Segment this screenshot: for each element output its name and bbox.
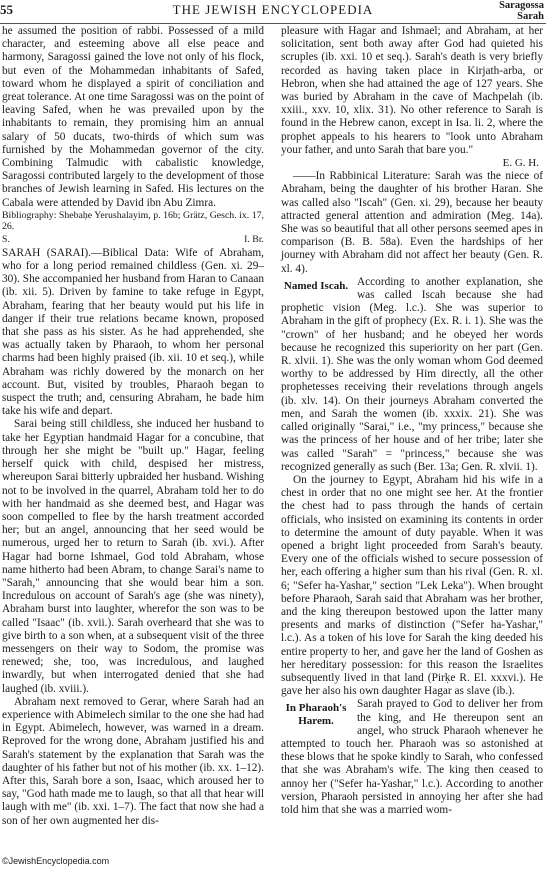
signature-row bbox=[2, 234, 264, 245]
paragraph: pleasure with Hagar and Ishmael; and Abraham, at her solicitation, sent both away after God had quieted his scruples (ib. xxi. 10 et seq.). Sarah's death is very briefly recorded as having taken place in Kirjath-arba, or Hebron, when she had attained the age of 127 years. She was buried by Abraham in the cave of Machpelah (ib. xxiii., xxv. 10, xlix. 31). No other reference to Sarah is found in the Hebrew canon, except in Isa. li. 2, where the prophet appeals to his hearers to "look unto Abraham your father, and unto Sarah that bare you." bbox=[281, 25, 543, 156]
section-rabbinical: ——In Rabbinical Literature: Sarah was the niece of Abraham, being the daughter of his brother Haran. She was called also "Iscah" (Gen. xi. 29), because her beauty attracted general attention and admiration (Meg. 14a). She was so beautiful that all other persons seemed apes in comparison (B. B. 58a). Even the hardships of her journey with Abraham did not affect her beauty (Gen. R. xl. 4). bbox=[281, 170, 543, 275]
signature: E. G. H. bbox=[502, 157, 539, 170]
signature-right: I. Br. bbox=[244, 233, 264, 245]
sidehead-named-iscah: Named Iscah. bbox=[283, 279, 349, 292]
page-number: 55 bbox=[0, 2, 13, 17]
paragraph: Abraham next removed to Gerar, where Sarah had an experience with Abimelech similar to the one she had had in Egypt. Abimelech, however, was warned in a dream. Reproved for the wrong done, Abraham justified his and Sarah's statement by the explanation that Sarah was the daughter of his father but not of his mother (ib. xx. 1–12). After this, Sarah bore a son, Isaac, which aroused her to say, "God hath made me to laugh, so that all that hear will laugh with me" (ib. xxi. 1–7). The fact that now she had a son of her own augmented her dis- bbox=[2, 695, 264, 827]
paragraph: On the journey to Egypt, Abraham hid his wife in a chest in order that no one might see her. At the frontier the chest had to pass through the hands of certain officials, who insisted on examining its contents in order to determine the amount of duty payable. When it was opened a bright light proceeded from Sarah's beauty. Every one of the officials wished to secure possession of her, each offering a higher sum than his rival (Gen. R. xl. 6; "Sefer ha-Yashar," section "Lek Leka"). When brought before Pharaoh, Sarah said that Abraham was her brother, and the king thereupon bestowed upon the latter many presents and marks of distinction ("Sefer ha-Yashar," l.c.). As a token of his love for Sarah the king deeded his entire property to her, and gave her the land of Goshen as her hereditary possession: for this reason the Israelites subsequently lived in that land (Pirḳe R. El. xxxvi.). He gave her also his own daughter Hagar as slave (ib.). bbox=[281, 473, 543, 698]
left-column bbox=[2, 25, 264, 828]
paragraph: he assumed the position of rabbi. Possessed of a mild character, and esteeming above all else peace and harmony, Saragossi gained the love not only of his flock, but even of the Mohammedan inhabitants of Safed, toward whom he displayed a spirit of conciliation and great tolerance. At one time Saragossi was on the point of leaving Safed, when he was prevailed upon by the inhabitants to remain, they promising him an annual salary of 50 ducats, two-thirds of which sum was furnished by the Mohammedan governor of the city. Combining Talmudic with cabalistic knowledge, Saragossi contributed largely to the development of those branches of Jewish learning in Safed. His lectures on the Cabala were attended by David ibn Abu Zimra. bbox=[2, 25, 264, 209]
article-range-start: Saragossa bbox=[499, 0, 544, 11]
bibliography: Bibliography: Shebaḥe Yerushalayim, p. 16b; Grätz, Gesch. ix. 17, 26. bbox=[2, 209, 264, 232]
right-column bbox=[281, 25, 543, 817]
footer-copyright: ©JewishEncyclopedia.com bbox=[2, 856, 110, 866]
header-rule bbox=[0, 23, 546, 24]
article-range bbox=[499, 0, 544, 22]
page-header bbox=[0, 0, 546, 24]
paragraph: Sarai being still childless, she induced her husband to take her Egyptian handmaid Hagar for a concubine, that through her she might be "built up." Hagar, feeling herself quick with child, despised her mistress, whereupon Sarai bitterly upbraided her husband. Wishing not to be involved in the quarrel, Abraham told her to do with her handmaid as she deemed best, and Hagar was soon compelled to flee by the harsh treatment accorded her; but an angel, announcing that her seed would be numerous, urged her to return to Sarah (ib. xvi.). After Hagar had borne Ishmael, God told Abraham, whose name hitherto had been Abram, to change Sarai's name to "Sarah," announcing that she would bear him a son. Incredulous on account of Sarah's age (she was ninety), Abraham burst into laughter, wherefor the son was to be called "Isaac" (ib. xvii.). Sarah overheard that she was to give birth to a son when, at a subsequent visit of the three messengers on their way to Sodom, the promise was renewed; she, too, was incredulous, and laughed inwardly, but when interrogated denied that she had laughed (ib. xviii.). bbox=[2, 418, 264, 695]
running-title: THE JEWISH ENCYCLOPEDIA bbox=[172, 2, 374, 17]
paragraph: Sarah prayed to God to deliver her from the king, and He thereupon sent an angel, who struck Pharaoh whenever he attempted to touch her. Pharaoh was so astonished at these blows that he spoke kindly to Sarah, who confessed that she was Abraham's wife. The king then ceased to annoy her ("Sefer ha-Yashar," l.c.). According to another version, Pharaoh persisted in annoying her after she had told him that she was a married wom- bbox=[281, 698, 543, 816]
paragraph: According to another explanation, she was called Iscah because she had prophetic vision (Meg. l.c.). She was superior to Abraham in the gift of prophecy (Ex. R. i. 1). She was the "crown" of her husband; and he obeyed her words because he recognized this superiority on her part (Gen. R. xlvii. 1). She was the only woman whom God deemed worthy to be addressed by Him directly, all the other prophetesses receiving their revelations through angels (ib. xlv. 14). On their journeys Abraham converted the men, and Sarah the women (ib. xxxix. 21). She was called originally "Sarai," i.e., "my princess," because she was the princess of her house and of her tribe; later she was called "Sarah" = "princess," because she was recognized generally as such (Ber. 13a; Gen. R. xlvii. 1). bbox=[281, 275, 543, 473]
signature-left: S. bbox=[2, 233, 10, 245]
article-range-end: Sarah bbox=[517, 11, 544, 22]
article-intro: SARAH (SARAI).—Biblical Data: Wife of Abraham, who for a long period remained childless (Gen. xi. 29–30). She accompanied her husband from Haran to Canaan (ib. xii. 5). Driven by famine to take refuge in Egypt, Abraham, fearing that her beauty would put his life in danger if their true relations became known, proposed that she pass as his sister. As he had apprehended, she was actually taken by Pharaoh, to whom her personal charms had been highly praised (ib. xii. 10 et seq.), while Abraham was richly dowered by the monarch on her account. But, visited by troubles, Pharaoh began to suspect the truth; and, censuring Abraham, he bade him take his wife and depart. bbox=[2, 246, 264, 418]
sidehead-pharaohs-harem: In Pharaoh's Harem. bbox=[285, 702, 347, 728]
